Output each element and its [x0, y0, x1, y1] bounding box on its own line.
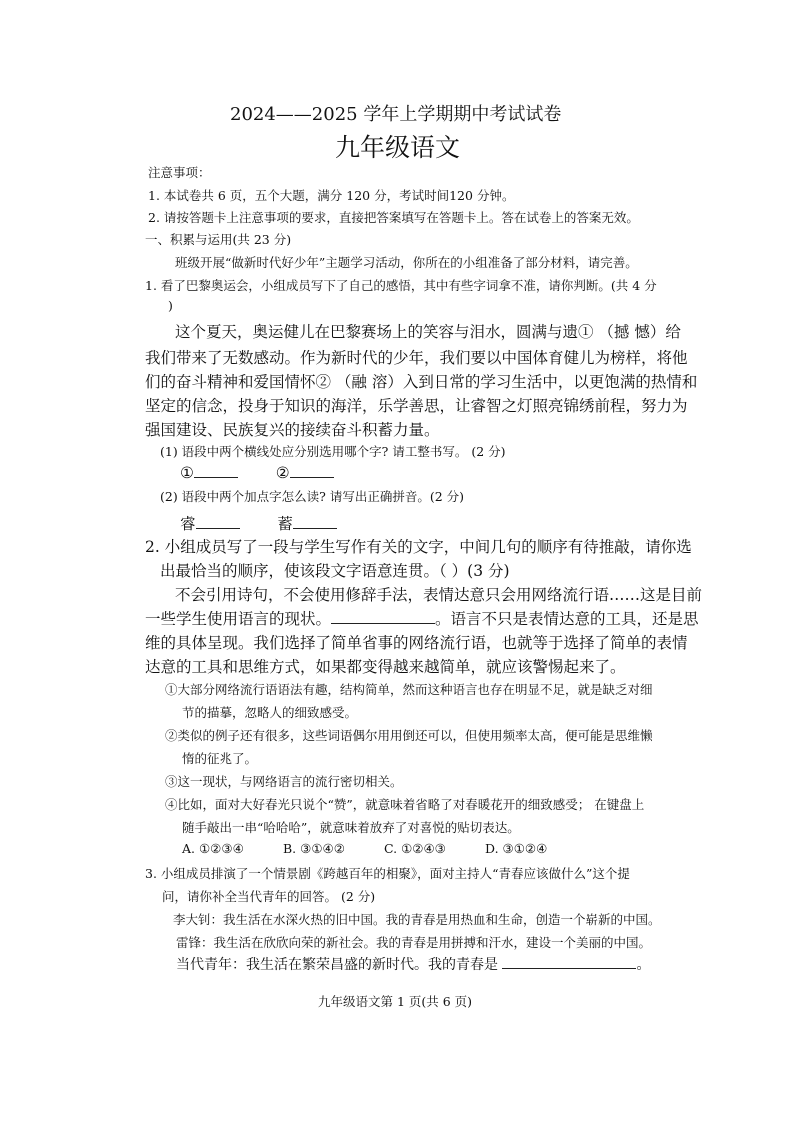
q1-passage-line: 坚定的信念，投身于知识的海洋，乐学善思，让睿智之灯照亮锦绣前程，努力为 [145, 397, 688, 415]
q2-stem-line1: 2. 小组成员写了一段与学生写作有关的文字，中间几句的顺序有待推敲，请你选 [145, 538, 692, 556]
q2-option-2-line1: ②类似的例子还有很多，这些词语偶尔用用倒还可以，但使用频率太高，便可能是思维懒 [165, 728, 653, 743]
q1-passage-line: 我们带来了无数感动。作为新时代的少年，我们要以中国体育健儿为榜样，将他 [145, 349, 688, 367]
q2-choice-a[interactable]: A. ①②③④ [182, 841, 244, 856]
notice-heading: 注意事项： [148, 165, 211, 180]
page-footer: 九年级语文第 1 页(共 6 页) [318, 994, 473, 1009]
exam-title: 2024——2025 学年上学期期中考试试卷 [230, 104, 562, 125]
q2-option-3: ③这一现状，与网络语言的流行密切相关。 [165, 774, 403, 789]
q2-option-4-line2: 随手敲出一串“哈哈哈”，就意味着放弃了对喜悦的贴切表达。 [182, 820, 520, 835]
pinyin-label-2: 蓄 [277, 515, 293, 533]
q2-passage-line2-start: 一些学生使用语言的现状。 [145, 610, 332, 628]
q2-option-1-line1: ①大部分网络流行语语法有趣，结构简单，然而这种语言也存在明显不足，就是缺乏对细 [165, 682, 653, 697]
notice-item-1: 1. 本试卷共 6 页，五个大题，满分 120 分，考试时间120 分钟。 [148, 188, 515, 203]
q1-passage-line: 这个夏天，奥运健儿在巴黎赛场上的笑容与泪水，圆满与遗① （撼 憾）给 [175, 323, 681, 341]
answer-blank-1[interactable] [194, 463, 238, 478]
q3-stem-line1: 3. 小组成员排演了一个情景剧《跨越百年的相聚》，面对主持人“青春应该做什么”这个提 [145, 866, 630, 881]
answer-label-1: ① [180, 464, 194, 482]
q2-choice-d[interactable]: D. ③①②④ [485, 841, 548, 856]
q2-passage-line1: 不会引用诗句，不会使用修辞手法，表情达意只会用网络流行语……这是目前 [175, 586, 703, 604]
pinyin-label-1: 睿 [180, 515, 196, 533]
q2-blank[interactable] [331, 609, 435, 624]
q2-choice-b[interactable]: B. ③①④② [283, 841, 345, 856]
q2-passage-line2-end: 。语言不只是表情达意的工具，还是思 [435, 610, 699, 628]
q1-stem-line1: 1. 看了巴黎奥运会，小组成员写下了自己的感悟，其中有些字词拿不准，请你判断。(共 4 分 [145, 278, 657, 293]
q3-line-lei: 雷锋：我生活在欣欣向荣的新社会。我的青春是用拼搏和汗水，建设一个美丽的中国。 [176, 935, 652, 950]
section-heading: 一、积累与运用(共 23 分) [145, 232, 292, 247]
q2-stem-line2: 出最恰当的顺序，使该段文字语意连贯。（ ）(3 分) [160, 562, 510, 580]
q2-option-4-line1: ④比如，面对大好春光只说个“赞”，就意味着省略了对春暖花开的细致感受； 在键盘上 [165, 797, 645, 812]
answer-label-2: ② [275, 464, 290, 482]
answer-blank-2[interactable] [290, 463, 334, 478]
pinyin-blank-2[interactable] [293, 514, 337, 529]
pinyin-blank-1[interactable] [196, 514, 240, 529]
section-intro: 班级开展“做新时代好少年”主题学习活动，你所在的小组准备了部分材料，请完善。 [175, 255, 638, 270]
q3-answer-blank[interactable] [502, 954, 636, 969]
subject-title: 九年级语文 [335, 133, 461, 162]
q2-option-2-line2: 惰的征兆了。 [182, 751, 258, 766]
q2-passage-line3: 维的具体呈现。我们选择了简单省事的网络流行语，也就等于选择了简单的表情 [145, 634, 688, 652]
q2-passage-line4: 达意的工具和思维方式，如果都变得越来越简单，就应该警惕起来了。 [145, 658, 626, 676]
notice-item-2: 2. 请按答题卡上注意事项的要求，直接把答案填写在答题卡上。答在试卷上的答案无效。 [148, 210, 639, 225]
q1-sub1-answers [180, 463, 334, 482]
q3-youth-end: 。 [636, 957, 651, 973]
q3-stem-line2: 问，请你补全当代青年的回答。 (2 分) [162, 889, 376, 904]
q3-line-li: 李大钊：我生活在水深火热的旧中国。我的青春是用热血和生命，创造一个崭新的中国。 [173, 912, 661, 927]
q1-sub2: (2) 语段中两个加点字怎么读? 请写出正确拼音。(2 分) [160, 489, 465, 504]
q1-passage-line: 们的奋斗精神和爱国情怀② （融 溶）入到日常的学习生活中，以更饱满的热情和 [145, 373, 698, 391]
q1-passage-line: 强国建设、民族复兴的接续奋斗积蓄力量。 [145, 421, 440, 439]
q2-passage-line2 [145, 607, 699, 629]
q1-stem-line2: ) [168, 298, 173, 313]
q2-option-1-line2: 节的描摹，忽略人的细致感受。 [182, 705, 358, 720]
q2-choice-c[interactable]: C. ①②④③ [384, 841, 446, 856]
q1-sub1: (1) 语段中两个横线处应分别选用哪个字? 请工整书写。 (2 分) [160, 444, 506, 459]
q1-sub2-answers [180, 512, 337, 534]
q3-line-youth [176, 954, 650, 974]
q3-youth-prompt: 当代青年：我生活在繁荣昌盛的新时代。我的青春是 [176, 957, 498, 973]
